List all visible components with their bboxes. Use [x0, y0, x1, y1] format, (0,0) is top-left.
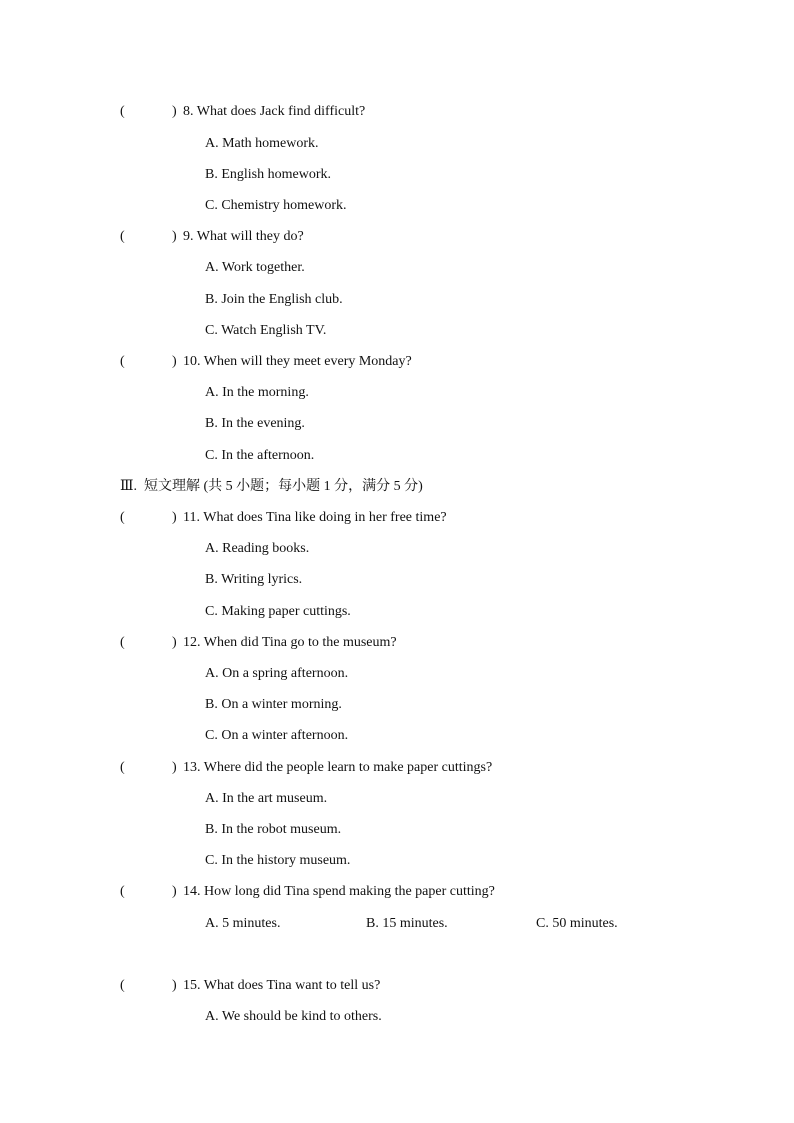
answer-bracket-right: ) [172, 884, 177, 899]
question-13-option-c: C. In the history museum. [205, 853, 351, 868]
question-13-option-b: B. In the robot museum. [205, 822, 342, 837]
question-text: What will they do? [196, 229, 304, 244]
question-9-option-b: B. Join the English club. [205, 292, 343, 307]
question-10 [183, 354, 412, 370]
question-14-option-c: C. 50 minutes. [536, 916, 618, 931]
question-number: 10. [183, 354, 201, 369]
question-11 [183, 510, 447, 526]
question-8 [183, 104, 365, 120]
question-text: What does Tina want to tell us? [203, 978, 381, 993]
answer-bracket-left: ( [120, 354, 125, 369]
question-text: What does Tina like doing in her free time? [203, 510, 447, 525]
answer-bracket-right: ) [172, 510, 177, 525]
question-9-option-a: A. Work together. [205, 260, 305, 275]
question-number: 8. [183, 104, 194, 119]
question-text: Where did the people learn to make paper cuttings? [203, 760, 493, 775]
answer-bracket-right: ) [172, 635, 177, 650]
question-number: 9. [183, 229, 194, 244]
answer-bracket-right: ) [172, 354, 177, 369]
question-9 [183, 229, 304, 245]
question-12 [183, 635, 397, 651]
question-10-option-b: B. In the evening. [205, 416, 305, 431]
section-heading: Ⅲ. 短文理解 (共 5 小题；每小题 1 分，满分 5 分) [120, 479, 423, 494]
question-text: What does Jack find difficult? [196, 104, 366, 119]
question-number: 14. [183, 884, 201, 899]
answer-bracket-right: ) [172, 104, 177, 119]
answer-bracket-left: ( [120, 760, 125, 775]
question-10-option-a: A. In the morning. [205, 385, 309, 400]
question-8-option-b: B. English homework. [205, 167, 331, 182]
answer-bracket-left: ( [120, 884, 125, 899]
question-8-option-a: A. Math homework. [205, 136, 319, 151]
question-15-option-a: A. We should be kind to others. [205, 1009, 382, 1024]
question-number: 15. [183, 978, 201, 993]
question-8-option-c: C. Chemistry homework. [205, 198, 347, 213]
answer-bracket-left: ( [120, 104, 125, 119]
question-12-option-b: B. On a winter morning. [205, 697, 342, 712]
question-10-option-c: C. In the afternoon. [205, 448, 315, 463]
answer-bracket-left: ( [120, 229, 125, 244]
answer-bracket-right: ) [172, 760, 177, 775]
question-9-option-c: C. Watch English TV. [205, 323, 327, 338]
question-12-option-a: A. On a spring afternoon. [205, 666, 349, 681]
question-text: When will they meet every Monday? [203, 354, 412, 369]
question-11-option-a: A. Reading books. [205, 541, 310, 556]
answer-bracket-left: ( [120, 510, 125, 525]
question-14 [183, 884, 495, 900]
question-number: 13. [183, 760, 201, 775]
question-13-option-a: A. In the art museum. [205, 791, 328, 806]
question-text: How long did Tina spend making the paper cutting? [204, 884, 495, 899]
answer-bracket-left: ( [120, 635, 125, 650]
question-number: 11. [183, 510, 200, 525]
question-14-option-a: A. 5 minutes. [205, 916, 281, 931]
question-number: 12. [183, 635, 201, 650]
question-text: When did Tina go to the museum? [203, 635, 397, 650]
question-12-option-c: C. On a winter afternoon. [205, 728, 349, 743]
answer-bracket-left: ( [120, 978, 125, 993]
question-11-option-c: C. Making paper cuttings. [205, 604, 351, 619]
question-13 [183, 760, 492, 776]
answer-bracket-right: ) [172, 978, 177, 993]
question-14-option-b: B. 15 minutes. [366, 916, 448, 931]
question-15 [183, 978, 380, 994]
answer-bracket-right: ) [172, 229, 177, 244]
question-11-option-b: B. Writing lyrics. [205, 572, 303, 587]
